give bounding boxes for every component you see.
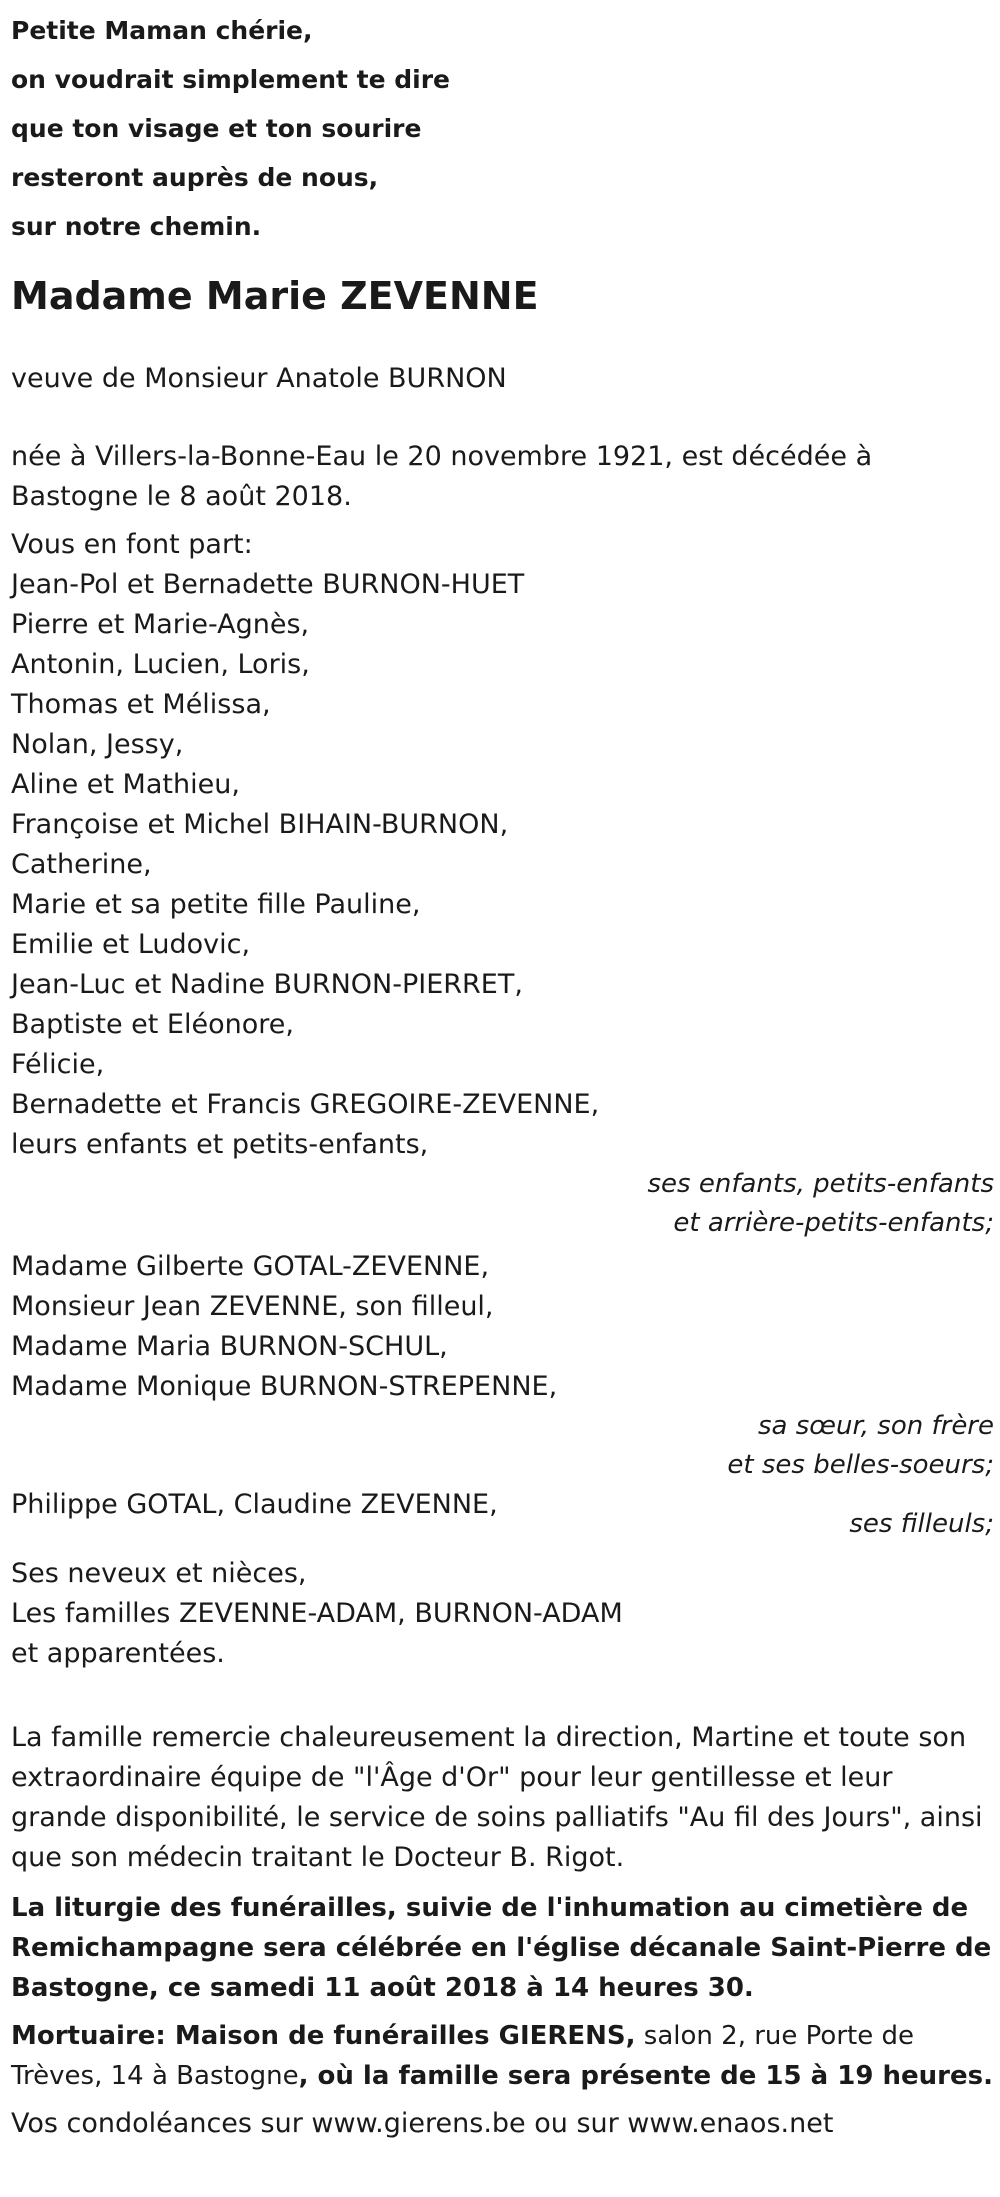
list-item: Catherine,	[11, 849, 152, 880]
poem	[11, 0, 994, 251]
list-item: Françoise et Michel BIHAIN-BURNON,	[11, 809, 509, 840]
list-item: Nolan, Jessy,	[11, 729, 184, 760]
poem-line: resteront auprès de nous,	[11, 163, 379, 192]
poem-line: on voudrait simplement te dire	[11, 65, 451, 94]
siblings-role	[11, 1407, 994, 1485]
list-item: Les familles ZEVENNE-ADAM, BURNON-ADAM	[11, 1598, 623, 1629]
role-line: ses filleuls;	[849, 1509, 994, 1539]
list-item: Ses neveux et nièces,	[11, 1558, 307, 1589]
list-item: Pierre et Marie-Agnès,	[11, 609, 310, 640]
list-item: et apparentées.	[11, 1638, 225, 1669]
role-line: ses enfants, petits-enfants	[647, 1169, 994, 1199]
role-line: sa sœur, son frère	[757, 1411, 994, 1441]
birth-death: née à Villers-la-Bonne-Eau le 20 novembre 1921, est décédée à Bastogne le 8 août 2018.	[11, 441, 873, 512]
list-item: Jean-Pol et Bernadette BURNON-HUET	[11, 569, 525, 600]
poem-line: sur notre chemin.	[11, 212, 262, 241]
list-item: Madame Monique BURNON-STREPENNE,	[11, 1371, 558, 1402]
poem-line: que ton visage et ton sourire	[11, 114, 422, 143]
condolences-line: Vos condoléances sur www.gierens.be ou sur www.enaos.net	[11, 2108, 834, 2139]
list-item: Marie et sa petite fille Pauline,	[11, 889, 421, 920]
list-item: Philippe GOTAL, Claudine ZEVENNE,	[11, 1489, 498, 1520]
list-item: Jean-Luc et Nadine BURNON-PIERRET,	[11, 969, 523, 1000]
list-item: Baptiste et Eléonore,	[11, 1009, 294, 1040]
poem-line: Petite Maman chérie,	[11, 16, 313, 45]
list-item: leurs enfants et petits-enfants,	[11, 1129, 429, 1160]
list-item: Madame Gilberte GOTAL-ZEVENNE,	[11, 1251, 490, 1282]
list-item: Thomas et Mélissa,	[11, 689, 271, 720]
list-item: Antonin, Lucien, Loris,	[11, 649, 310, 680]
mortuary-presence: , où la famille sera présente de 15 à 19 heures.	[298, 2061, 993, 2091]
siblings-list	[11, 1247, 994, 1407]
role-line: et ses belles-soeurs;	[727, 1450, 994, 1480]
liturgy-paragraph: La liturgie des funérailles, suivie de l'inhumation au cimetière de Remichampagne sera célébrée en l'église décanale Saint-Pierre de Bastogne, ce samedi 11 août 2018 à 14 heures 30.	[11, 1893, 992, 2003]
mortuary-address: salon 2, rue Porte de Trèves, 14 à Bastogne	[11, 2021, 914, 2091]
list-item: Monsieur Jean ZEVENNE, son filleul,	[11, 1291, 494, 1322]
obituary-page	[11, 0, 994, 2144]
role-line: et arrière-petits-enfants;	[673, 1208, 994, 1238]
mortuary-paragraph	[11, 2016, 994, 2096]
deceased-name: Madame Marie ZEVENNE	[11, 274, 539, 318]
thanks-paragraph: La famille remercie chaleureusement la direction, Martine et toute son extraordinaire équipe de "l'Âge d'Or" pour leur gentillesse et leur grande disponibilité, le service de soins palliatifs "Au fil des Jours", ainsi que son médecin traitant le Docteur B. Rigot.	[11, 1722, 983, 1873]
family-intro: Vous en font part:	[11, 529, 253, 560]
widow-of: veuve de Monsieur Anatole BURNON	[11, 363, 507, 394]
list-item: Aline et Mathieu,	[11, 769, 240, 800]
list-item: Emilie et Ludovic,	[11, 929, 251, 960]
list-item: Félicie,	[11, 1049, 105, 1080]
family-children-list	[11, 525, 994, 1165]
children-role	[11, 1165, 994, 1243]
list-item: Bernadette et Francis GREGOIRE-ZEVENNE,	[11, 1089, 600, 1120]
others-list	[11, 1554, 994, 1674]
list-item: Madame Maria BURNON-SCHUL,	[11, 1331, 448, 1362]
mortuary-label: Mortuaire: Maison de funérailles GIERENS,	[11, 2021, 636, 2051]
